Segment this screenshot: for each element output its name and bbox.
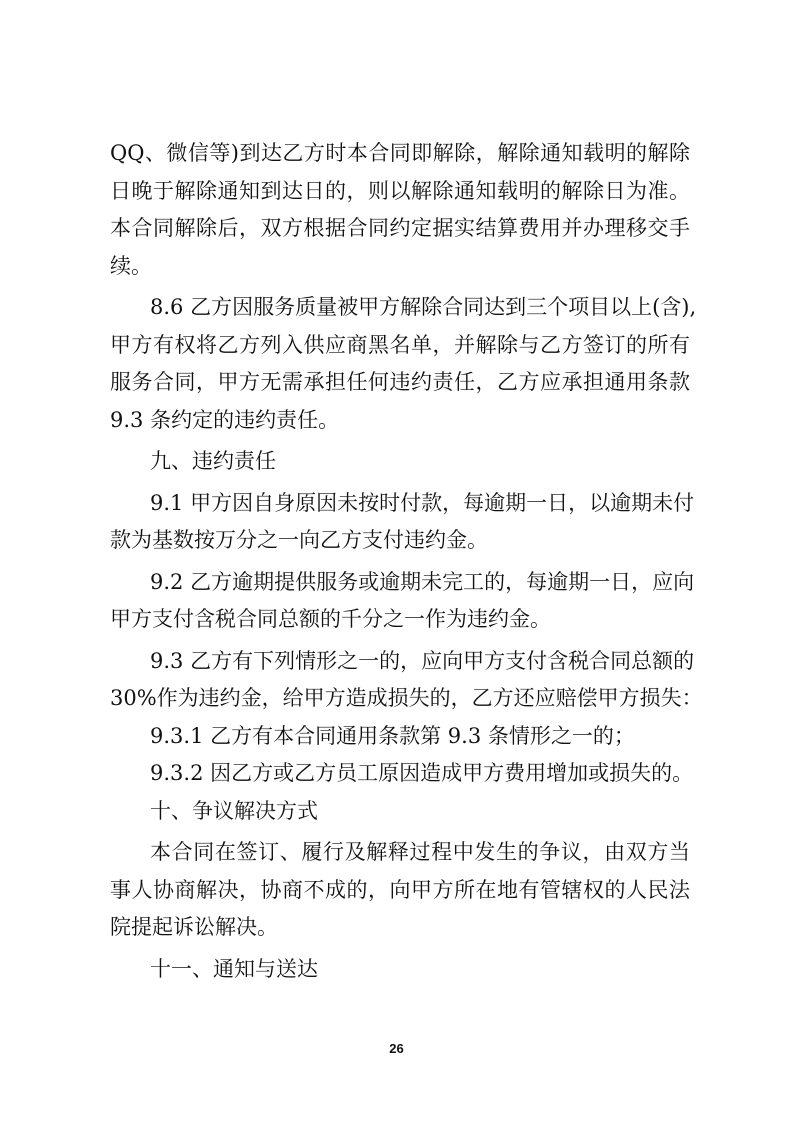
page-number: 26 bbox=[389, 1041, 404, 1056]
section-heading: 十一、通知与送达 bbox=[150, 956, 318, 981]
section-heading: 九、违约责任 bbox=[150, 449, 276, 473]
paragraph-line: 日晚于解除通知到达日的，则以解除通知载明的解除日为准。 bbox=[110, 178, 690, 203]
section-heading: 十、争议解决方式 bbox=[150, 798, 318, 823]
paragraph-line: 本合同在签订、履行及解释过程中发生的争议，由双方当 bbox=[150, 840, 690, 864]
paragraph-line: 8.6 乙方因服务质量被甲方解除合同达到三个项目以上(含), bbox=[150, 295, 697, 319]
paragraph-line: 9.3.1 乙方有本合同通用条款第 9.3 条情形之一的； bbox=[150, 723, 635, 748]
paragraph-line: 9.3.2 因乙方或乙方员工原因造成甲方费用增加或损失的。 bbox=[150, 761, 694, 785]
paragraph-line: QQ、微信等)到达乙方时本合同即解除，解除通知载明的解除 bbox=[110, 141, 690, 165]
paragraph-line: 款为基数按万分之一向乙方支付违约金。 bbox=[110, 528, 488, 552]
paragraph-line: 甲方有权将乙方列入供应商黑名单，并解除与乙方签订的所有 bbox=[110, 332, 690, 357]
paragraph-line: 9.1 甲方因自身原因未按时付款，每逾期一日，以逾期未付 bbox=[150, 490, 695, 515]
paragraph-line: 30%作为违约金，给甲方造成损失的，乙方还应赔偿甲方损失： bbox=[110, 686, 703, 710]
paragraph-line: 服务合同，甲方无需承担任何违约责任，乙方应承担通用条款 bbox=[110, 370, 690, 394]
paragraph-line: 甲方支付含税合同总额的千分之一作为违约金。 bbox=[110, 607, 551, 631]
paragraph-line: 院提起诉讼解决。 bbox=[110, 915, 278, 939]
paragraph-line: 9.3 条约定的违约责任。 bbox=[110, 407, 340, 432]
paragraph-line: 续。 bbox=[110, 253, 152, 278]
paragraph-line: 本合同解除后，双方根据合同约定据实结算费用并办理移交手 bbox=[110, 216, 690, 240]
paragraph-line: 事人协商解决，协商不成的，向甲方所在地有管辖权的人民法 bbox=[110, 877, 690, 902]
paragraph-line: 9.2 乙方逾期提供服务或逾期未完工的，每逾期一日，应向 bbox=[150, 569, 695, 594]
paragraph-line: 9.3 乙方有下列情形之一的，应向甲方支付含税合同总额的 bbox=[150, 648, 695, 673]
document-body bbox=[110, 135, 703, 988]
